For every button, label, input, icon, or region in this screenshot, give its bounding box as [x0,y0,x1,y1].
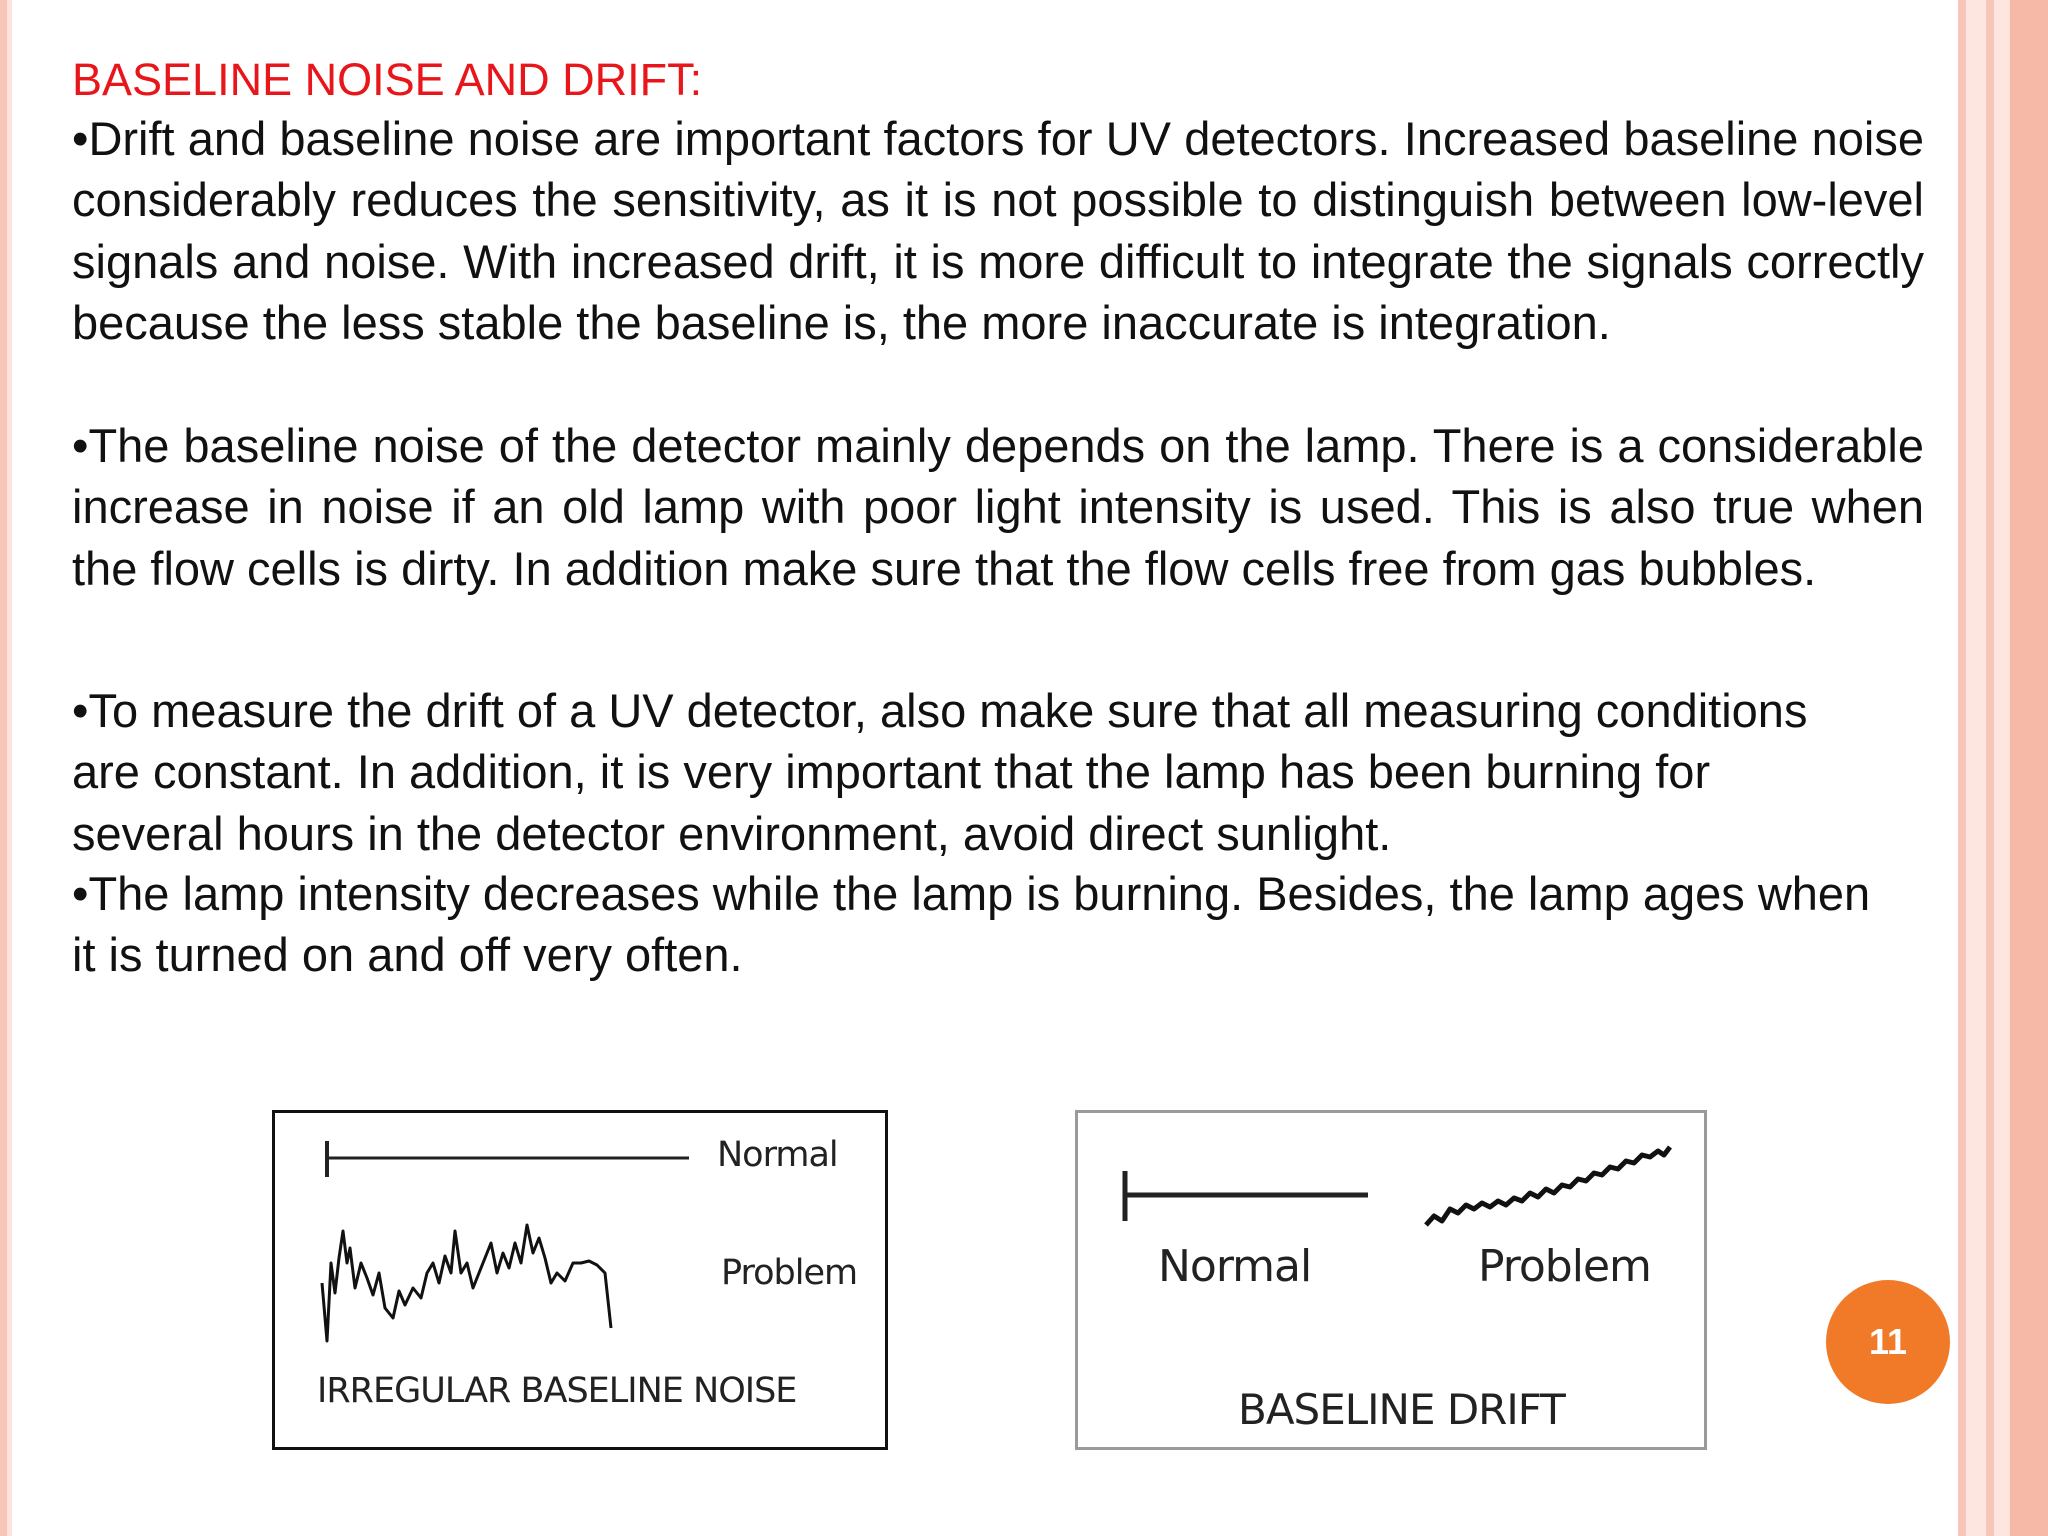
noisy-baseline-trace [322,1225,611,1341]
noise-normal-label: Normal [717,1135,838,1175]
drift-figure-caption: BASELINE DRIFT [1238,1385,1565,1434]
figure-baseline-noise [272,1110,888,1450]
drifting-baseline-trace [1426,1147,1670,1225]
right-border-stripe [1958,0,1966,1536]
noise-figure-caption: IRREGULAR BASELINE NOISE [317,1371,797,1411]
left-border-stripe-light [7,0,12,1536]
right-border-stripe-light [1994,0,2010,1536]
paragraph-lamp-intensity: •The lamp intensity decreases while the lamp is burning. Besides, the lamp ages when it is turned on and off very often. [72,867,1871,982]
figure-baseline-drift [1075,1110,1707,1450]
page-number-badge: 11 [1826,1280,1950,1404]
paragraph-measure-drift: •To measure the drift of a UV detector, also make sure that all measuring conditions are constant. In addition, it is very important that the lamp has been burning for several hours in the detector environment, avoid direct sunlight. [72,684,1808,860]
right-border-stripe-light [1966,0,1986,1536]
right-border-stripe-outer [2010,0,2048,1536]
drift-normal-label: Normal [1158,1241,1312,1292]
slide-title: BASELINE NOISE AND DRIFT: [72,54,703,105]
paragraph-drift-noise: •Drift and baseline noise are important factors for UV detectors. Increased baseline noise considerably reduces the sensitivity, as it is not possible to distinguish between low-level signals and noise. With increased drift, it is more difficult to integrate the signals correctly because the less stable the baseline is, the more inaccurate is integration. [72,112,1924,349]
right-border-stripe [1986,0,1994,1536]
drift-problem-label: Problem [1478,1241,1651,1292]
left-border-stripe [0,0,7,1536]
paragraph-lamp-noise: •The baseline noise of the detector mainly depends on the lamp. There is a considerable increase in noise if an old lamp with poor light intensity is used. This is also true when the flow cells is dirty. In addition make sure that the flow cells free from gas bubbles. [72,419,1924,595]
noise-problem-label: Problem [721,1253,858,1293]
